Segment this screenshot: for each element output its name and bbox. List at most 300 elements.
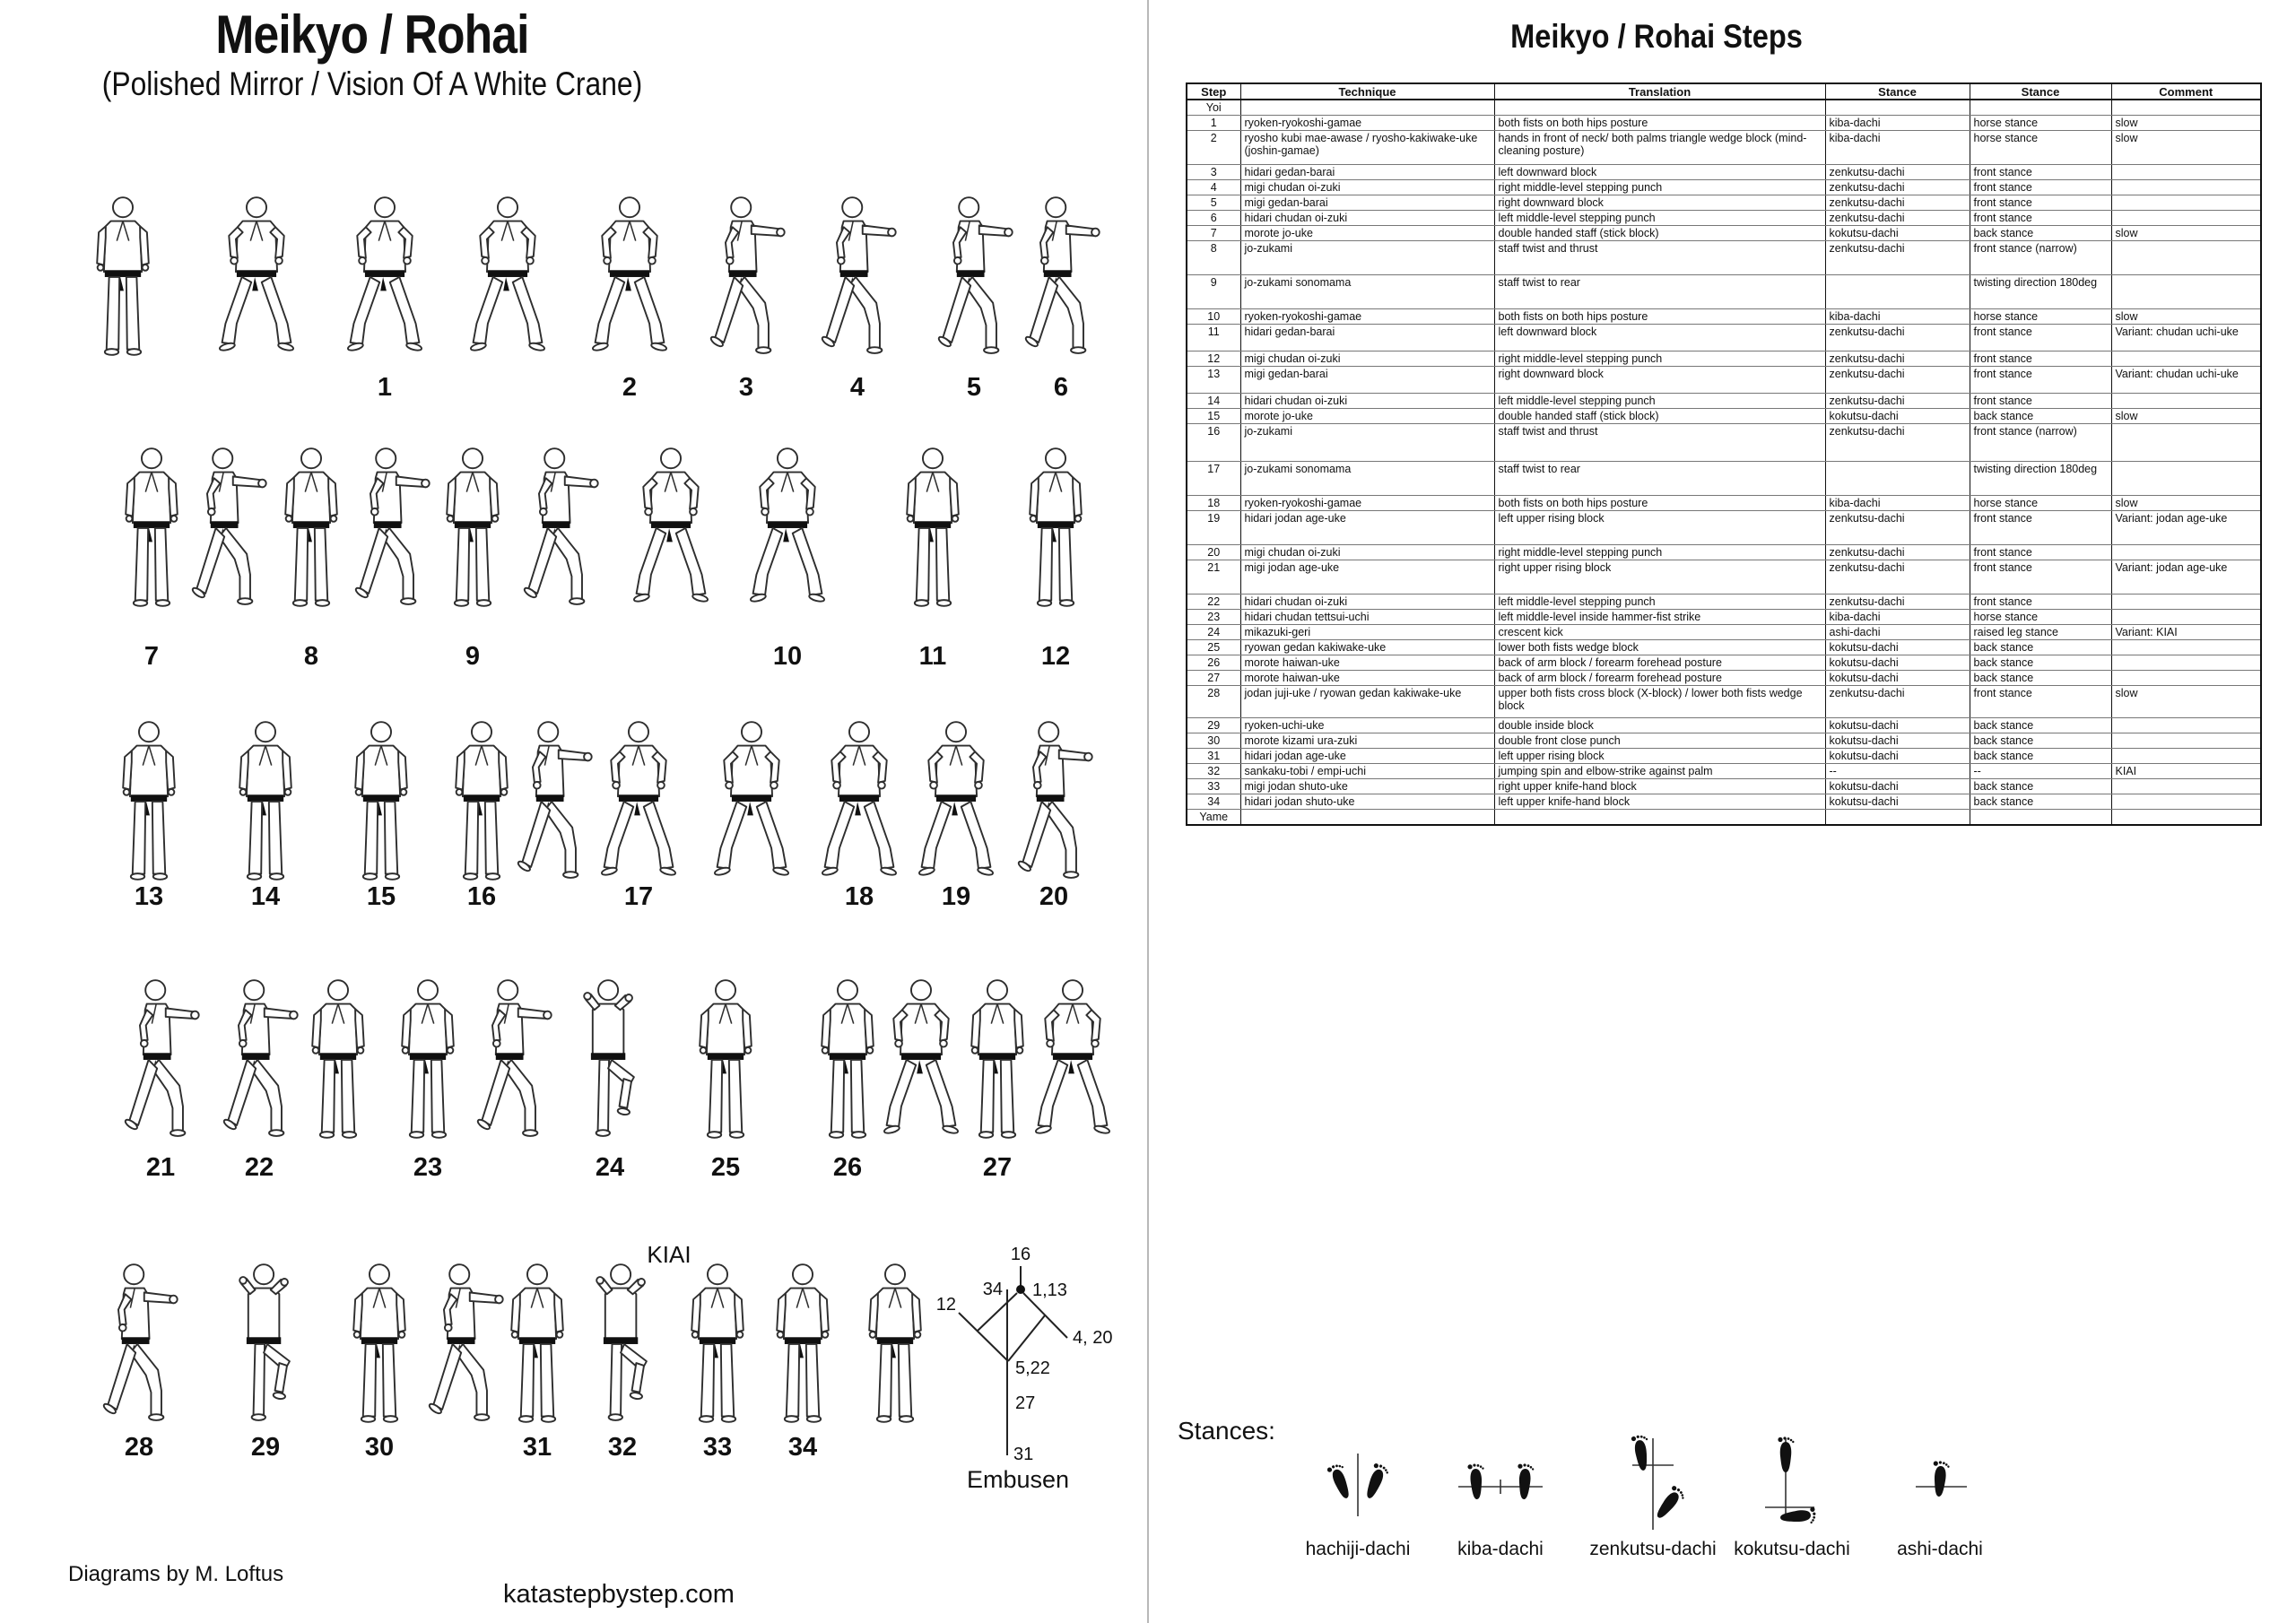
technique-cell: migi chudan oi-zuki bbox=[1240, 545, 1494, 560]
step-cell: 15 bbox=[1187, 409, 1240, 424]
figure-number: 15 bbox=[366, 882, 396, 911]
figure-number: 7 bbox=[144, 642, 160, 671]
comment-cell: Variant: chudan uchi-uke bbox=[2111, 367, 2261, 394]
technique-cell: jo-zukami sonomama bbox=[1240, 275, 1494, 309]
stance2-cell: front stance (narrow) bbox=[1970, 424, 2111, 462]
stance-cell bbox=[1825, 275, 1970, 309]
stance-cell: zenkutsu-dachi bbox=[1825, 511, 1970, 545]
karate-figure-stand-25 bbox=[683, 973, 769, 1145]
footprint-icon bbox=[1361, 1462, 1390, 1501]
figure-number: 27 bbox=[982, 1153, 1013, 1182]
stance2-cell: back stance bbox=[1970, 226, 2111, 241]
embusen-label-16: 16 bbox=[1010, 1245, 1031, 1264]
stance-cell: kokutsu-dachi bbox=[1825, 226, 1970, 241]
embusen-label-31: 31 bbox=[1013, 1445, 1034, 1464]
technique-cell: hidari gedan-barai bbox=[1240, 165, 1494, 180]
comment-cell: slow bbox=[2111, 309, 2261, 325]
figure-number: 26 bbox=[832, 1153, 863, 1182]
table-row bbox=[1187, 241, 2261, 275]
comment-cell bbox=[2111, 241, 2261, 275]
table-row bbox=[1187, 749, 2261, 764]
technique-cell: migi jodan shuto-uke bbox=[1240, 779, 1494, 794]
technique-cell: hidari gedan-barai bbox=[1240, 325, 1494, 352]
step-cell: 14 bbox=[1187, 394, 1240, 409]
karate-figure-stand-14 bbox=[222, 715, 309, 887]
translation-cell: back of arm block / forearm forehead posture bbox=[1494, 655, 1825, 671]
karate-figure-stand-30 bbox=[336, 1257, 422, 1429]
stance2-cell: front stance bbox=[1970, 352, 2111, 367]
stance-cell: kokutsu-dachi bbox=[1825, 718, 1970, 733]
step-cell: 28 bbox=[1187, 686, 1240, 718]
technique-cell: morote haiwan-uke bbox=[1240, 671, 1494, 686]
step-cell: 16 bbox=[1187, 424, 1240, 462]
karate-figure-stand-33 bbox=[674, 1257, 761, 1429]
stance-cell bbox=[1825, 100, 1970, 116]
stance-cell: zenkutsu-dachi bbox=[1825, 352, 1970, 367]
stance-cell: zenkutsu-dachi bbox=[1825, 211, 1970, 226]
stance-name-label: kokutsu-dachi bbox=[1734, 1539, 1850, 1559]
table-row bbox=[1187, 640, 2261, 655]
comment-cell: slow bbox=[2111, 686, 2261, 718]
figure-number: 29 bbox=[250, 1433, 281, 1462]
figure-number: 19 bbox=[941, 882, 971, 911]
figure-number: 10 bbox=[772, 642, 803, 671]
kata-title: Meikyo / Rohai bbox=[215, 4, 529, 65]
karate-figure-stand-15 bbox=[338, 715, 424, 887]
karate-figure-horse bbox=[709, 715, 795, 887]
stance2-cell: front stance bbox=[1970, 595, 2111, 610]
translation-cell: back of arm block / forearm forehead posture bbox=[1494, 671, 1825, 686]
karate-figure-lunge-21 bbox=[117, 973, 204, 1145]
table-row bbox=[1187, 733, 2261, 749]
stance-diagram-kiba-dachi bbox=[1433, 1431, 1568, 1560]
footprint-icon bbox=[1326, 1462, 1355, 1500]
karate-figure-horse-1 bbox=[342, 190, 428, 362]
figure-number: 13 bbox=[134, 882, 164, 911]
step-cell: 27 bbox=[1187, 671, 1240, 686]
stance2-cell: back stance bbox=[1970, 671, 2111, 686]
karate-figure-horse bbox=[213, 190, 300, 362]
kiai-label: KIAI bbox=[647, 1241, 691, 1268]
table-row bbox=[1187, 625, 2261, 640]
table-row bbox=[1187, 595, 2261, 610]
translation-cell: double front close punch bbox=[1494, 733, 1825, 749]
step-cell: Yame bbox=[1187, 810, 1240, 826]
stance-diagram-zenkutsu-dachi bbox=[1586, 1431, 1720, 1560]
technique-cell: ryowan gedan kakiwake-uke bbox=[1240, 640, 1494, 655]
stance-cell: zenkutsu-dachi bbox=[1825, 686, 1970, 718]
table-row bbox=[1187, 211, 2261, 226]
stance-cell: zenkutsu-dachi bbox=[1825, 545, 1970, 560]
stance2-cell: front stance (narrow) bbox=[1970, 241, 2111, 275]
karate-figure-horse-19 bbox=[913, 715, 999, 887]
translation-cell: left downward block bbox=[1494, 165, 1825, 180]
technique-cell: jo-zukami bbox=[1240, 424, 1494, 462]
stance-cell: kiba-dachi bbox=[1825, 309, 1970, 325]
table-row bbox=[1187, 226, 2261, 241]
karate-figure-horse-2 bbox=[587, 190, 673, 362]
stance-name-label: hachiji-dachi bbox=[1305, 1539, 1411, 1559]
stance2-cell: front stance bbox=[1970, 367, 2111, 394]
technique-cell: jo-zukami sonomama bbox=[1240, 462, 1494, 496]
translation-cell: left middle-level stepping punch bbox=[1494, 394, 1825, 409]
comment-cell bbox=[2111, 610, 2261, 625]
technique-cell: hidari chudan oi-zuki bbox=[1240, 211, 1494, 226]
stance2-cell bbox=[1970, 100, 2111, 116]
technique-cell: migi chudan oi-zuki bbox=[1240, 180, 1494, 195]
figure-number: 31 bbox=[522, 1433, 552, 1462]
step-cell: 32 bbox=[1187, 764, 1240, 779]
step-cell: 1 bbox=[1187, 116, 1240, 131]
comment-cell bbox=[2111, 640, 2261, 655]
stance-cell: kokutsu-dachi bbox=[1825, 779, 1970, 794]
table-row bbox=[1187, 309, 2261, 325]
translation-cell: right downward block bbox=[1494, 195, 1825, 211]
table-row bbox=[1187, 352, 2261, 367]
technique-cell: migi chudan oi-zuki bbox=[1240, 352, 1494, 367]
karate-figure-lunge-6 bbox=[1018, 190, 1104, 362]
table-row bbox=[1187, 764, 2261, 779]
column-header-3: Stance bbox=[1825, 83, 1970, 100]
footprint-icon bbox=[1652, 1485, 1687, 1523]
stance-diagram-ashi-dachi bbox=[1873, 1431, 2007, 1560]
website-text: katastepbystep.com bbox=[503, 1580, 735, 1609]
comment-cell: slow bbox=[2111, 496, 2261, 511]
translation-cell: right middle-level stepping punch bbox=[1494, 545, 1825, 560]
table-row bbox=[1187, 100, 2261, 116]
step-cell: 6 bbox=[1187, 211, 1240, 226]
embusen-label-12: 12 bbox=[935, 1295, 956, 1315]
stance-cell: kiba-dachi bbox=[1825, 116, 1970, 131]
comment-cell bbox=[2111, 211, 2261, 226]
karate-figure-horse bbox=[878, 973, 964, 1145]
comment-cell bbox=[2111, 779, 2261, 794]
stance-cell bbox=[1825, 810, 1970, 826]
kata-subtitle: (Polished Mirror / Vision Of A White Crane) bbox=[101, 65, 643, 102]
figure-number: 6 bbox=[1053, 373, 1069, 402]
translation-cell: both fists on both hips posture bbox=[1494, 496, 1825, 511]
karate-figure-lunge-5 bbox=[931, 190, 1017, 362]
karate-figure-lunge bbox=[510, 715, 596, 887]
comment-cell bbox=[2111, 810, 2261, 826]
figure-number: 21 bbox=[145, 1153, 176, 1182]
step-cell: 5 bbox=[1187, 195, 1240, 211]
column-header-0: Step bbox=[1187, 83, 1240, 100]
table-row bbox=[1187, 116, 2261, 131]
figure-number: 14 bbox=[250, 882, 281, 911]
comment-cell bbox=[2111, 394, 2261, 409]
technique-cell: migi jodan age-uke bbox=[1240, 560, 1494, 595]
table-row bbox=[1187, 671, 2261, 686]
step-cell: 9 bbox=[1187, 275, 1240, 309]
stance2-cell: back stance bbox=[1970, 779, 2111, 794]
step-cell: 8 bbox=[1187, 241, 1240, 275]
karate-figure-stand-27 bbox=[954, 973, 1040, 1145]
stance2-cell: front stance bbox=[1970, 165, 2111, 180]
stance-cell: kokutsu-dachi bbox=[1825, 733, 1970, 749]
karate-figure-stand-7 bbox=[109, 441, 195, 613]
step-cell: 4 bbox=[1187, 180, 1240, 195]
comment-cell bbox=[2111, 100, 2261, 116]
column-header-4: Stance bbox=[1970, 83, 2111, 100]
translation-cell: jumping spin and elbow-strike against palm bbox=[1494, 764, 1825, 779]
embusen-start-dot bbox=[1016, 1285, 1025, 1294]
table-row bbox=[1187, 686, 2261, 718]
translation-cell: staff twist to rear bbox=[1494, 275, 1825, 309]
karate-figure-horse bbox=[465, 190, 551, 362]
translation-cell: crescent kick bbox=[1494, 625, 1825, 640]
comment-cell: slow bbox=[2111, 116, 2261, 131]
technique-cell: morote jo-uke bbox=[1240, 409, 1494, 424]
technique-cell: hidari jodan shuto-uke bbox=[1240, 794, 1494, 810]
step-cell: 34 bbox=[1187, 794, 1240, 810]
translation-cell: double handed staff (stick block) bbox=[1494, 226, 1825, 241]
comment-cell bbox=[2111, 671, 2261, 686]
translation-cell: left downward block bbox=[1494, 325, 1825, 352]
stance2-cell: horse stance bbox=[1970, 116, 2111, 131]
karate-figure-stand-12 bbox=[1013, 441, 1099, 613]
steps-table-header-row bbox=[1187, 83, 2261, 100]
comment-cell bbox=[2111, 545, 2261, 560]
translation-cell: left upper rising block bbox=[1494, 511, 1825, 545]
figure-number: 8 bbox=[303, 642, 319, 671]
comment-cell bbox=[2111, 749, 2261, 764]
table-row bbox=[1187, 779, 2261, 794]
karate-figure-stand-13 bbox=[106, 715, 192, 887]
technique-cell: hidari chudan oi-zuki bbox=[1240, 595, 1494, 610]
steps-table-title: Meikyo / Rohai Steps bbox=[1510, 18, 1803, 55]
stance-cell: kokutsu-dachi bbox=[1825, 671, 1970, 686]
karate-figure-stand-31 bbox=[494, 1257, 580, 1429]
figure-number: 30 bbox=[364, 1433, 395, 1462]
stance2-cell bbox=[1970, 810, 2111, 826]
figure-number: 34 bbox=[787, 1433, 818, 1462]
step-cell: 33 bbox=[1187, 779, 1240, 794]
stance2-cell: horse stance bbox=[1970, 131, 2111, 165]
table-row bbox=[1187, 511, 2261, 545]
step-cell: 12 bbox=[1187, 352, 1240, 367]
table-row bbox=[1187, 165, 2261, 180]
translation-cell: right middle-level stepping punch bbox=[1494, 180, 1825, 195]
embusen-label-1-13: 1,13 bbox=[1032, 1280, 1067, 1300]
step-cell: 31 bbox=[1187, 749, 1240, 764]
translation-cell: left middle-level stepping punch bbox=[1494, 595, 1825, 610]
figure-number: 3 bbox=[738, 373, 754, 402]
stance2-cell: twisting direction 180deg bbox=[1970, 462, 2111, 496]
karate-figure-stand-23 bbox=[385, 973, 471, 1145]
comment-cell bbox=[2111, 275, 2261, 309]
translation-cell: left upper rising block bbox=[1494, 749, 1825, 764]
stance2-cell: front stance bbox=[1970, 511, 2111, 545]
comment-cell bbox=[2111, 733, 2261, 749]
karate-figure-stand-8 bbox=[268, 441, 354, 613]
translation-cell bbox=[1494, 100, 1825, 116]
comment-cell: slow bbox=[2111, 409, 2261, 424]
technique-cell: ryoken-ryokoshi-gamae bbox=[1240, 309, 1494, 325]
karate-figure-lunge bbox=[185, 441, 271, 613]
embusen-diagram bbox=[924, 1242, 1139, 1502]
stance-cell: zenkutsu-dachi bbox=[1825, 241, 1970, 275]
figure-number: 22 bbox=[244, 1153, 274, 1182]
stance2-cell: -- bbox=[1970, 764, 2111, 779]
figure-number: 32 bbox=[607, 1433, 638, 1462]
technique-cell: hidari chudan oi-zuki bbox=[1240, 394, 1494, 409]
translation-cell: hands in front of neck/ both palms triangle wedge block (mind-cleaning posture) bbox=[1494, 131, 1825, 165]
stance-diagram-hachiji-dachi bbox=[1291, 1431, 1425, 1560]
table-row bbox=[1187, 195, 2261, 211]
stances-section-label: Stances: bbox=[1178, 1417, 1275, 1445]
figure-number: 9 bbox=[465, 642, 481, 671]
karate-figure-lunge-3 bbox=[703, 190, 789, 362]
step-cell: 30 bbox=[1187, 733, 1240, 749]
stance2-cell: horse stance bbox=[1970, 309, 2111, 325]
figure-number: 12 bbox=[1040, 642, 1071, 671]
karate-figure-horse bbox=[1030, 973, 1116, 1145]
stance2-cell: front stance bbox=[1970, 195, 2111, 211]
translation-cell: upper both fists cross block (X-block) / lower both fists wedge block bbox=[1494, 686, 1825, 718]
step-cell: 24 bbox=[1187, 625, 1240, 640]
step-cell: 19 bbox=[1187, 511, 1240, 545]
stance-cell bbox=[1825, 462, 1970, 496]
step-cell: 2 bbox=[1187, 131, 1240, 165]
table-row bbox=[1187, 718, 2261, 733]
translation-cell: right downward block bbox=[1494, 367, 1825, 394]
steps-table bbox=[1186, 82, 2262, 826]
comment-cell bbox=[2111, 165, 2261, 180]
technique-cell: hidari chudan tettsui-uchi bbox=[1240, 610, 1494, 625]
embusen-label-27: 27 bbox=[1015, 1393, 1036, 1413]
figure-number: 18 bbox=[844, 882, 874, 911]
stance-cell: zenkutsu-dachi bbox=[1825, 325, 1970, 352]
technique-cell: morote kizami ura-zuki bbox=[1240, 733, 1494, 749]
translation-cell: right upper knife-hand block bbox=[1494, 779, 1825, 794]
table-row bbox=[1187, 462, 2261, 496]
stance-cell: kokutsu-dachi bbox=[1825, 409, 1970, 424]
figure-number: 24 bbox=[595, 1153, 625, 1182]
technique-cell: ryoken-ryokoshi-gamae bbox=[1240, 496, 1494, 511]
stance-cell: zenkutsu-dachi bbox=[1825, 367, 1970, 394]
stance2-cell: back stance bbox=[1970, 733, 2111, 749]
karate-figure-lunge-28 bbox=[96, 1257, 182, 1429]
column-header-2: Translation bbox=[1494, 83, 1825, 100]
karate-figure-horse bbox=[628, 441, 714, 613]
stance-name-label: ashi-dachi bbox=[1897, 1539, 1983, 1559]
figure-number: 23 bbox=[413, 1153, 443, 1182]
figure-number: 28 bbox=[124, 1433, 154, 1462]
table-row bbox=[1187, 610, 2261, 625]
karate-figure-stand-34 bbox=[760, 1257, 846, 1429]
comment-cell bbox=[2111, 180, 2261, 195]
technique-cell: jo-zukami bbox=[1240, 241, 1494, 275]
table-row bbox=[1187, 409, 2261, 424]
step-cell: 3 bbox=[1187, 165, 1240, 180]
footprint-icon bbox=[1516, 1463, 1534, 1499]
karate-figure-lunge bbox=[348, 441, 434, 613]
table-row bbox=[1187, 424, 2261, 462]
figure-number: 16 bbox=[466, 882, 497, 911]
translation-cell: both fists on both hips posture bbox=[1494, 309, 1825, 325]
embusen-label-5-22: 5,22 bbox=[1015, 1358, 1050, 1378]
comment-cell: slow bbox=[2111, 131, 2261, 165]
stance-cell: -- bbox=[1825, 764, 1970, 779]
step-cell: 23 bbox=[1187, 610, 1240, 625]
translation-cell: left upper knife-hand block bbox=[1494, 794, 1825, 810]
step-cell: 22 bbox=[1187, 595, 1240, 610]
stance-cell: kokutsu-dachi bbox=[1825, 640, 1970, 655]
technique-cell: ryosho kubi mae-awase / ryosho-kakiwake-uke (joshin-gamae) bbox=[1240, 131, 1494, 165]
figure-number: 33 bbox=[702, 1433, 733, 1462]
stance-cell: zenkutsu-dachi bbox=[1825, 560, 1970, 595]
stance-cell: kokutsu-dachi bbox=[1825, 749, 1970, 764]
stance-cell: zenkutsu-dachi bbox=[1825, 424, 1970, 462]
stance-cell: kiba-dachi bbox=[1825, 610, 1970, 625]
stance-cell: zenkutsu-dachi bbox=[1825, 394, 1970, 409]
stance2-cell: back stance bbox=[1970, 640, 2111, 655]
stance2-cell: front stance bbox=[1970, 545, 2111, 560]
technique-cell: jodan juji-uke / ryowan gedan kakiwake-uke bbox=[1240, 686, 1494, 718]
karate-figure-lunge-22 bbox=[216, 973, 302, 1145]
karate-figure-horse-17 bbox=[596, 715, 682, 887]
figure-number: 11 bbox=[918, 642, 947, 671]
comment-cell: Variant: chudan uchi-uke bbox=[2111, 325, 2261, 352]
step-cell: 20 bbox=[1187, 545, 1240, 560]
figure-number: 25 bbox=[710, 1153, 741, 1182]
step-cell: 10 bbox=[1187, 309, 1240, 325]
comment-cell bbox=[2111, 794, 2261, 810]
step-cell: 18 bbox=[1187, 496, 1240, 511]
comment-cell: Variant: jodan age-uke bbox=[2111, 560, 2261, 595]
steps-table-body bbox=[1187, 100, 2261, 825]
stance2-cell: horse stance bbox=[1970, 496, 2111, 511]
table-row bbox=[1187, 394, 2261, 409]
embusen-caption: Embusen bbox=[966, 1466, 1070, 1493]
karate-figure-horse-18 bbox=[816, 715, 902, 887]
stance2-cell: horse stance bbox=[1970, 610, 2111, 625]
technique-cell: migi gedan-barai bbox=[1240, 195, 1494, 211]
comment-cell bbox=[2111, 424, 2261, 462]
embusen-label-34: 34 bbox=[982, 1280, 1003, 1299]
stance2-cell: twisting direction 180deg bbox=[1970, 275, 2111, 309]
stance2-cell: front stance bbox=[1970, 325, 2111, 352]
technique-cell: hidari jodan age-uke bbox=[1240, 511, 1494, 545]
stance-name-label: zenkutsu-dachi bbox=[1589, 1539, 1717, 1559]
column-header-5: Comment bbox=[2111, 83, 2261, 100]
comment-cell bbox=[2111, 655, 2261, 671]
translation-cell: double handed staff (stick block) bbox=[1494, 409, 1825, 424]
stance2-cell: back stance bbox=[1970, 794, 2111, 810]
footprint-icon bbox=[1467, 1463, 1485, 1499]
table-row bbox=[1187, 367, 2261, 394]
footprint-icon bbox=[1931, 1461, 1950, 1497]
figure-number: 1 bbox=[377, 373, 393, 402]
translation-cell: staff twist and thrust bbox=[1494, 241, 1825, 275]
translation-cell: both fists on both hips posture bbox=[1494, 116, 1825, 131]
technique-cell: ryoken-ryokoshi-gamae bbox=[1240, 116, 1494, 131]
karate-figure-lunge bbox=[517, 441, 603, 613]
comment-cell: KIAI bbox=[2111, 764, 2261, 779]
table-row bbox=[1187, 560, 2261, 595]
stance2-cell: raised leg stance bbox=[1970, 625, 2111, 640]
karate-figure-stand bbox=[295, 973, 381, 1145]
stance-cell: zenkutsu-dachi bbox=[1825, 595, 1970, 610]
stance2-cell: back stance bbox=[1970, 655, 2111, 671]
stance2-cell: front stance bbox=[1970, 180, 2111, 195]
step-cell: 7 bbox=[1187, 226, 1240, 241]
credit-text: Diagrams by M. Loftus bbox=[68, 1562, 284, 1586]
figure-number: 17 bbox=[623, 882, 654, 911]
comment-cell bbox=[2111, 718, 2261, 733]
technique-cell: ryoken-uchi-uke bbox=[1240, 718, 1494, 733]
